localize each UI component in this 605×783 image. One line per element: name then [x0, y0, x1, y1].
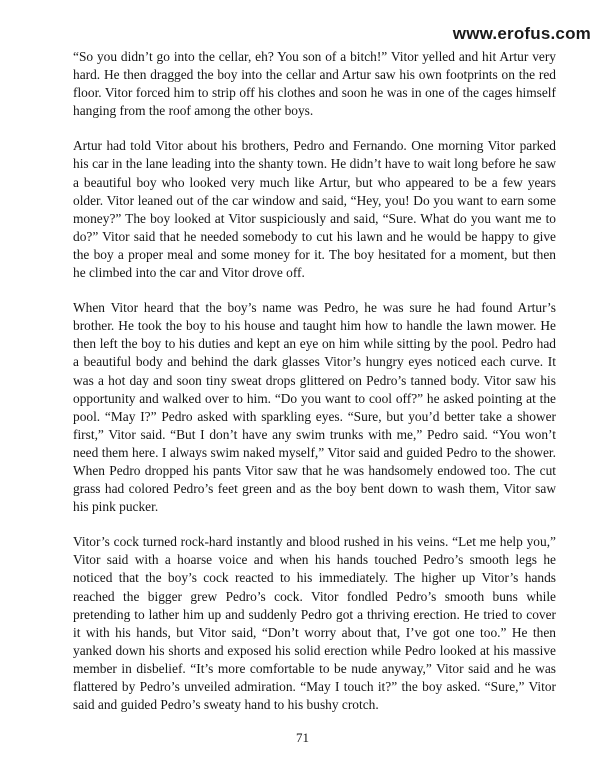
paragraph-1: “So you didn’t go into the cellar, eh? You son of a bitch!” Vitor yelled and hit Artur very hard. He then dragged the boy into the cellar and Artur saw his own footprints on the red floor. Vitor forced him to strip off his clothes and soon he was in one of the cages himself hanging from the roof among the other boys. [73, 49, 556, 119]
page-body [73, 48, 556, 731]
paragraph-3: When Vitor heard that the boy’s name was Pedro, he was sure he had found Artur’s brother. He took the boy to his house and taught him how to handle the lawn mower. He then left the boy to his duties and kept an eye on him while sitting by the pool. Pedro had a beautiful body and behind the dark glasses Vitor’s hungry eyes noticed each curve. It was a hot day and soon tiny sweat drops glittered on Pedro’s tanned body. Vitor saw his opportunity and walked over to him. “Do you want to cool off?” he asked pointing at the pool. “May I?” Pedro asked with sparkling eyes. “Sure, but you’d better take a shower first,” Vitor said. “But I don’t have any swim trunks with me,” Pedro said. “You won’t need them here. I always swim naked myself,” Vitor said and guided Pedro to the shower. When Pedro dropped his pants Vitor saw that he was handsomely endowed too. The cut grass had colored Pedro’s feet green and as the boy bent down to wash them, Vitor saw his pink pucker. [73, 300, 556, 515]
paragraph-4: Vitor’s cock turned rock-hard instantly and blood rushed in his veins. “Let me help you,” Vitor said with a hoarse voice and when his hands touched Pedro’s smooth legs he noticed that the boy’s cock reacted to his immediately. The higher up Vitor’s hands reached the bigger grew Pedro’s cock. Vitor fondled Pedro’s smooth buns while pretending to lather him up and suddenly Pedro got a thriving erection. He tried to cover it with his hands, but Vitor said, “Don’t worry about that, I’ve got one too.” He then yanked down his shorts and exposed his solid erection while Pedro looked at his massive member in disbelief. “It’s more comfortable to be nude anyway,” Vitor said and he was flattered by Pedro’s unveiled admiration. “May I touch it?” the boy asked. “Sure,” Vitor said and guided Pedro’s sweaty hand to his bushy crotch. [73, 534, 556, 713]
page-number: 71 [296, 730, 309, 745]
watermark: www.erofus.com [452, 24, 591, 43]
paragraph-2: Artur had told Vitor about his brothers, Pedro and Fernando. One morning Vitor parked his car in the lane leading into the shanty town. He didn’t have to wait long before he saw a beautiful boy who looked very much like Artur, but who appeared to be a few years older. Vitor leaned out of the car window and said, “Hey, you! Do you want to earn some money?” The boy looked at Vitor suspiciously and said, “Sure. What do you want me to do?” Vitor said that he needed somebody to cut his lawn and he would be happy to give the boy a proper meal and some money for it. The boy hesitated for a moment, but then he climbed into the car and Vitor drove off. [73, 138, 556, 281]
